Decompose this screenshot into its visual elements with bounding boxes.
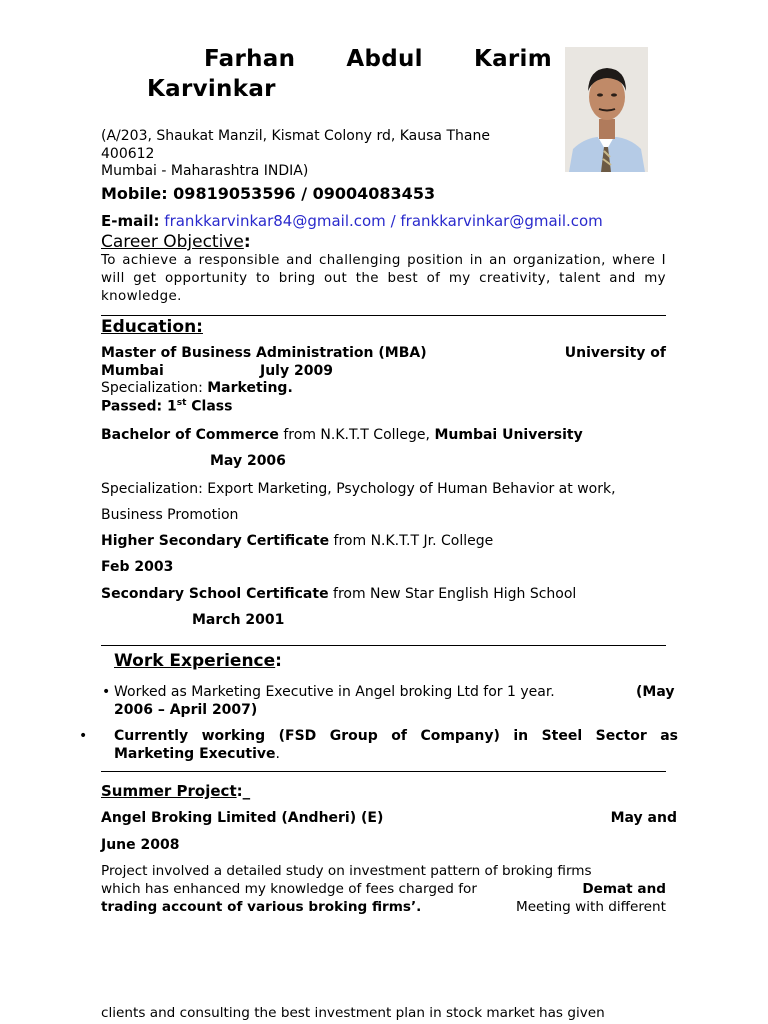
bcom-from: from N.K.T.T College, — [283, 427, 430, 443]
bcom-degree: Bachelor of Commerce — [101, 427, 279, 443]
bcom-spec-line-2: Business Promotion — [101, 507, 239, 523]
project-desc-line-2 — [101, 881, 666, 897]
candidate-name-line2: Karvinkar — [147, 76, 276, 102]
project-desc-line-2b: Demat and — [582, 881, 666, 897]
email-value[interactable]: frankkarvinkar84@gmail.com / frankkarvinkar@gmail.com — [164, 212, 603, 230]
career-objective-heading — [101, 232, 251, 252]
bullet-icon: • — [79, 728, 88, 744]
summer-project-colon: : — [236, 782, 243, 800]
mba-passed — [101, 398, 232, 415]
ssc-from: from New Star English High School — [333, 586, 577, 602]
email-line — [101, 212, 603, 230]
work-item-2-period: . — [275, 746, 280, 762]
bcom-university: Mumbai University — [434, 427, 583, 443]
work-experience-colon: : — [275, 651, 282, 671]
project-desc-line-1: Project involved a detailed study on investment pattern of broking firms — [101, 863, 592, 879]
divider-2 — [101, 645, 666, 646]
project-date-a: May and — [610, 810, 677, 826]
work-item-2-role: Marketing Executive — [114, 746, 276, 762]
project-desc-line-3b: Meeting with different — [515, 899, 666, 915]
career-objective-title: Career Objective — [101, 232, 244, 252]
email-label: E-mail: — [101, 212, 160, 230]
ssc-date: March 2001 — [192, 612, 285, 628]
address-line-1: (A/203, Shaukat Manzil, Kismat Colony rd, Kausa Thane — [101, 128, 490, 144]
project-date-b: June 2008 — [101, 837, 180, 853]
divider-1 — [101, 315, 666, 316]
summer-project-heading — [101, 782, 250, 800]
bcom-line — [101, 427, 583, 443]
mba-passed-label: Passed: 1 — [101, 398, 177, 415]
divider-3 — [101, 771, 666, 772]
profile-photo-image — [565, 47, 648, 172]
candidate-name-line1 — [204, 46, 552, 72]
name-first: Farhan — [204, 46, 296, 72]
name-middle: Abdul — [346, 46, 423, 72]
career-objective-colon: : — [243, 232, 251, 252]
address-line-3: Mumbai - Maharashtra INDIA) — [101, 163, 309, 179]
profile-photo — [565, 47, 648, 172]
mba-degree: Master of Business Administration (MBA) — [101, 345, 427, 361]
mba-spec-label: Specialization: — [101, 380, 203, 396]
name-third: Karim — [473, 46, 552, 72]
mba-row-1 — [101, 345, 666, 361]
work-experience-title: Work Experience — [114, 651, 276, 671]
bcom-spec-line-1: Specialization: Export Marketing, Psychology of Human Behavior at work, — [101, 481, 616, 497]
project-company: Angel Broking Limited (Andheri) (E) — [101, 810, 384, 826]
project-desc-line-3a: trading account of various broking firms’. — [101, 899, 422, 915]
mobile-value: 09819053596 / 09004083453 — [173, 184, 436, 203]
summer-project-trail: _ — [242, 782, 251, 800]
mba-passed-class: Class — [191, 398, 233, 415]
work-item-2-line-2 — [114, 746, 280, 762]
work-item-2-line-1: Currently working (FSD Group of Company) in Steel Sector as — [114, 728, 678, 744]
work-item-1-date-b: 2006 – April 2007) — [114, 702, 258, 718]
address-line-2: 400612 — [101, 146, 155, 162]
bullet-icon: • — [102, 684, 111, 700]
project-company-row — [101, 810, 677, 826]
project-desc-continued: clients and consulting the best investment plan in stock market has given — [101, 1005, 605, 1021]
mba-passed-sup: st — [176, 398, 187, 408]
project-desc-line-2a: which has enhanced my knowledge of fees charged for — [101, 881, 477, 897]
mobile-label: Mobile: — [101, 184, 168, 203]
ssc-line — [101, 586, 576, 602]
mobile-line — [101, 184, 435, 203]
hsc-from: from N.K.T.T Jr. College — [333, 533, 494, 549]
work-item-1-text: Worked as Marketing Executive in Angel broking Ltd for 1 year. — [114, 684, 555, 700]
education-heading: Education: — [101, 317, 203, 337]
mba-university: University of — [564, 345, 666, 361]
career-objective-text: To achieve a responsible and challenging position in an organization, where I will get opportunity to bring out the best of my creativity, talent and my knowledge. — [101, 253, 666, 304]
mba-spec-value: Marketing. — [207, 380, 293, 396]
project-desc-line-3 — [101, 899, 666, 915]
hsc-line — [101, 533, 493, 549]
ssc-title: Secondary School Certificate — [101, 586, 329, 602]
summer-project-title: Summer Project — [101, 782, 237, 800]
mba-date: July 2009 — [260, 363, 333, 379]
mba-city: Mumbai — [101, 363, 164, 379]
work-experience-heading — [114, 651, 282, 671]
work-item-1-date-a: (May — [636, 684, 675, 700]
mba-specialization — [101, 380, 293, 396]
hsc-date: Feb 2003 — [101, 559, 174, 575]
bcom-date: May 2006 — [210, 453, 286, 469]
hsc-title: Higher Secondary Certificate — [101, 533, 330, 549]
